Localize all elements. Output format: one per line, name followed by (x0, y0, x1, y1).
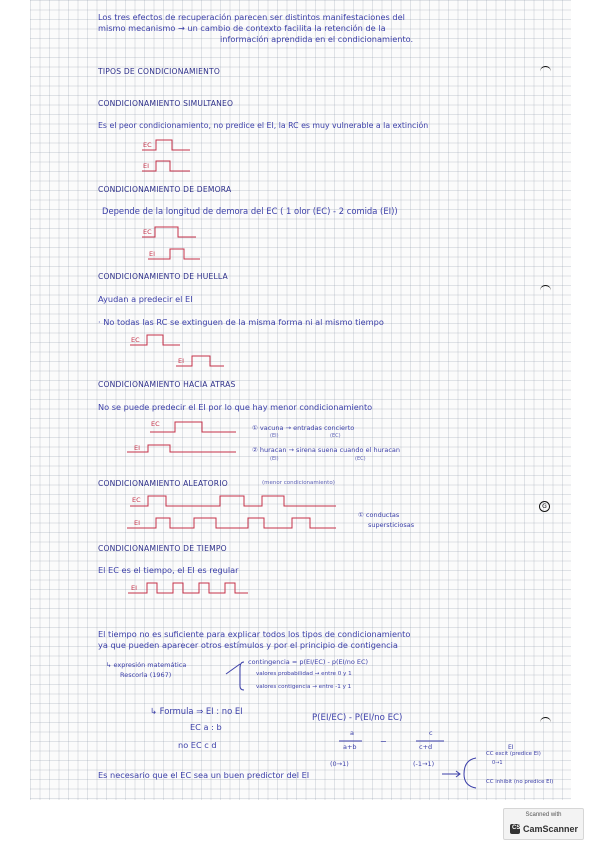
demora-text: Depende de la longitud de demora del EC ( 1 olor (EC) - 2 comida (EI)) (102, 206, 398, 216)
formula-num-c: c (429, 729, 433, 737)
margin-mark (540, 717, 551, 724)
formula-range-2: (-1→1) (413, 760, 435, 768)
intro-line-3: información aprendida en el condicionamiento. (220, 34, 414, 44)
wave-label-ec: EC (131, 336, 140, 344)
final-ei-tag: EI (508, 744, 514, 751)
margin-mark (540, 66, 551, 73)
wave-label-ei: EI (149, 250, 156, 258)
formula-probability: P(EI/EC) - P(EI/no EC) (312, 713, 403, 723)
aleatorio-title: CONDICIONAMIENTO ALEATORIO (98, 479, 228, 488)
wave-label-ei: EI (134, 519, 141, 527)
wave-label-ec: EC (151, 420, 160, 428)
camscanner-badge (503, 808, 584, 840)
atras-example-2: ② huracan → sirena suena cuando el huracan (252, 446, 401, 454)
wave-label-ei: EI (131, 584, 138, 592)
wave-label-ec: EC (143, 228, 152, 236)
wave-ec-atras (150, 422, 236, 432)
intro-line-2: mismo mecanismo → un cambio de contexto facilita la retención de la (98, 23, 386, 33)
excit-label: CC excit (predice EI) (486, 751, 541, 757)
wave-ec-huella (130, 335, 180, 345)
wave-ei-aleatorio (127, 518, 336, 528)
contingencia-def-3: valores contigencia → entre -1 y 1 (256, 684, 352, 690)
wave-ei-demora (148, 249, 200, 259)
section-title: TIPOS DE CONDICIONAMIENTO (98, 67, 221, 76)
wave-ei-atras (127, 445, 236, 452)
formula-den-ab: a+b (343, 743, 357, 751)
final-statement: Es necesario que el EC sea un buen predictor del EI (98, 770, 310, 780)
aleatorio-note: (menor condicionamiento) (262, 480, 335, 486)
contingencia-expr-1: ↳ expresión matemática (106, 661, 187, 669)
contingencia-def-2: valores probabilidad → entre 0 y 1 (256, 671, 352, 677)
atras-example-2-sub: (EI) (270, 456, 279, 462)
bracket-definitions (240, 662, 244, 690)
huella-text-2: · No todas las RC se extinguen de la misma forma ni al mismo tiempo (98, 317, 384, 327)
wave-label-ec: EC (132, 496, 141, 504)
demora-title: CONDICIONAMIENTO DE DEMORA (98, 185, 232, 194)
contingencia-line-2: ya que pueden aparecer otros estímulos y por el principio de contigencia (98, 640, 398, 650)
contingencia-def-1: contingencia = p(EI/EC) - p(EI/no EC) (248, 658, 369, 666)
atras-text: No se puede predecir el EI por lo que hay menor condicionamiento (98, 402, 373, 412)
formula-row-noec: no EC c d (178, 740, 217, 750)
notebook-page (30, 0, 571, 800)
formula-minus: − (380, 736, 387, 746)
aleatorio-aside-1: ① conductas (358, 511, 400, 519)
simultaneo-title: CONDICIONAMIENTO SIMULTANEO (98, 99, 234, 108)
arrow-expression (226, 664, 240, 674)
formula-row-ec: EC a : b (190, 722, 222, 732)
atras-example-2-sub: (EC) (355, 456, 366, 462)
contingencia-expr-2: Rescorla (1967) (120, 671, 172, 679)
huella-text-1: Ayudan a predecir el EI (98, 294, 193, 304)
badge-scanned-text: Scanned with (525, 812, 562, 818)
wave-ec-simultaneo (142, 140, 190, 150)
aleatorio-aside-2: supersticiosas (368, 521, 415, 529)
wave-ec-demora (142, 227, 196, 237)
atras-example-1-sub: (EI) (270, 433, 279, 439)
excit-range: 0→1 (492, 760, 503, 766)
tiempo-title: CONDICIONAMIENTO DE TIEMPO (98, 544, 227, 553)
simultaneo-text: Es el peor condicionamiento, no predice el EI, la RC es muy vulnerable a la extinción (98, 121, 429, 130)
atras-example-1-sub: (EC) (330, 433, 341, 439)
wave-ei-tiempo (128, 583, 248, 593)
contingencia-line-1: El tiempo no es suficiente para explicar todos los tipos de condicionamiento (98, 629, 411, 639)
wave-label-ei: EI (134, 444, 141, 452)
tiempo-text: El EC es el tiempo, el EI es regular (98, 565, 239, 575)
atras-title: CONDICIONAMIENTO HACIA ATRAS (98, 380, 236, 389)
wave-label-ec: EC (143, 141, 152, 149)
margin-mark (540, 285, 551, 292)
logo-letters: CS (512, 825, 521, 831)
inhib-label: CC inhibit (no predice EI) (486, 779, 554, 785)
huella-title: CONDICIONAMIENTO DE HUELLA (98, 272, 228, 281)
wave-label-ei: EI (143, 162, 150, 170)
formula-header: ↳ Formula ⇒ EI : no EI (150, 706, 243, 716)
wave-ec-aleatorio (130, 496, 336, 506)
intro-line-1: Los tres efectos de recuperación parecen ser distintos manifestaciones del (98, 12, 405, 22)
margin-mark-g: G (539, 501, 550, 512)
badge-brand-name: CamScanner (523, 824, 579, 834)
wave-ei-huella (176, 356, 224, 366)
formula-den-cd: c+d (419, 743, 433, 751)
bracket-final (464, 758, 476, 788)
arrow-final (442, 771, 460, 777)
timing-diagrams (30, 0, 571, 800)
atras-example-1: ① vacuna → entradas concierto (252, 424, 355, 432)
formula-num-a: a (350, 729, 354, 737)
formula-range-1: (0→1) (330, 760, 349, 768)
camscanner-logo-icon (510, 824, 520, 834)
wave-label-ei: EI (178, 357, 185, 365)
wave-ei-simultaneo (142, 161, 190, 171)
